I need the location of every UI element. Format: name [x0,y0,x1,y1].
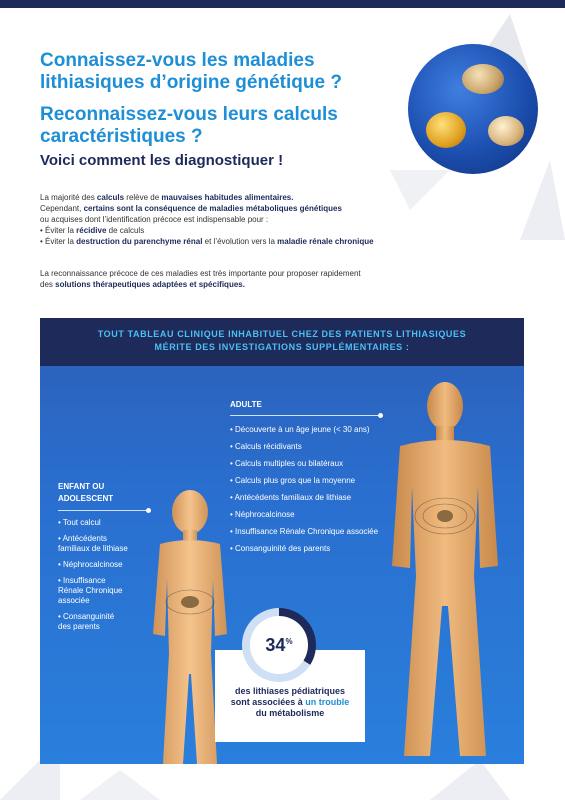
decor-triangle [80,770,160,800]
text-bold: destruction du parenchyme rénal [76,237,203,246]
stone-crystal [488,116,524,146]
list-item: • Consanguinité des parents [58,612,115,631]
kidney-stones-image [408,44,538,174]
panel-header [40,318,524,366]
stat-number: 34 [265,634,286,655]
text-span: La majorité des [40,193,97,202]
list-item: • Néphrocalcinose [230,510,295,519]
text-bold: maladie rénale chronique [277,237,374,246]
list-item: • Antécédents familiaux de lithiase [230,493,352,502]
stat-caption-line [215,697,365,708]
intro-bullet [40,236,510,247]
child-divider [58,510,148,511]
text-span: de calculs [106,226,145,235]
stat-unit: % [285,636,293,646]
panel-header-line-1: TOUT TABLEAU CLINIQUE INHABITUEL CHEZ DES PATIENTS LITHIASIQUES [97,329,467,339]
text-highlight: un trouble [305,697,350,707]
intro-line: ou acquises dont l’identification précoce est indispensable pour : [40,215,269,224]
text-span: Cependant, [40,204,84,213]
list-item: • Insuffisance Rénale Chronique associée [58,576,123,605]
text-span: des [40,280,56,289]
list-item: • Insuffisance Rénale Chronique associée [230,527,379,536]
clinical-panel [40,318,524,764]
heading-subtitle: Voici comment les diagnostiquer ! [40,152,284,169]
list-item: • Consanguinité des parents [230,544,331,553]
list-item: • Calculs récidivants [230,442,302,451]
decor-triangle [520,160,565,240]
heading-question-2: Reconnaissez-vous leurs calculs caractéristiques ? [40,104,338,147]
child-title [58,481,113,505]
list-item: • Tout calcul [58,518,101,527]
decor-triangle [430,760,510,800]
list-item: • Calculs multiples ou bilatéraux [230,459,344,468]
adult-title: ADULTE [230,400,262,409]
text-bold: mauvaises habitudes alimentaires. [161,193,294,202]
adult-criteria-list [230,424,400,560]
text-span: • Éviter la [40,237,77,246]
text-bold: récidive [76,226,107,235]
list-item: • Néphrocalcinose [58,560,123,569]
intro-bullet [40,225,510,236]
text-bold: solutions thérapeutiques adaptées et spécifiques. [55,280,245,289]
adult-divider [230,415,380,416]
top-bar [0,0,565,8]
text-bold: certains sont la conséquence de maladies métaboliques génétiques [83,204,342,213]
child-title-line-2: ADOLESCENT [58,494,114,503]
list-item: • Calculs plus gros que la moyenne [230,476,356,485]
stat-donut-center [250,616,308,674]
text-span: sont associées à [230,697,306,707]
list-item: • Découverte à un âge jeune (< 30 ans) [230,425,370,434]
stone-cluster [462,64,504,94]
intro-line [40,192,510,203]
intro-line [40,203,510,214]
stat-caption [215,686,365,719]
stat-caption-line: du métabolisme [255,708,325,718]
panel-header-line-2: MÉRITE DES INVESTIGATIONS SUPPLÉMENTAIRES : [154,342,410,352]
child-criteria-list [58,518,128,638]
stone-round [426,112,466,148]
heading-question-1: Connaissez-vous les maladies lithiasiques d’origine génétique ? [40,50,342,93]
text-span: • Éviter la [40,226,77,235]
stat-caption-line: des lithiases pédiatriques [234,686,346,696]
intro-line [40,279,510,290]
stat-donut [242,608,316,682]
text-bold: calculs [96,193,125,202]
list-item: • Antécédents familiaux de lithiase [58,534,128,553]
intro-text [40,192,510,247]
text-span: relève de [124,193,162,202]
text-span: et l’évolution vers la [202,237,278,246]
child-title-line-1: ENFANT OU [58,482,105,491]
stat-value [265,635,292,656]
intro-conclusion [40,268,510,290]
intro-line: La reconnaissance précoce de ces maladies est très importante pour proposer rapidement [40,269,361,278]
